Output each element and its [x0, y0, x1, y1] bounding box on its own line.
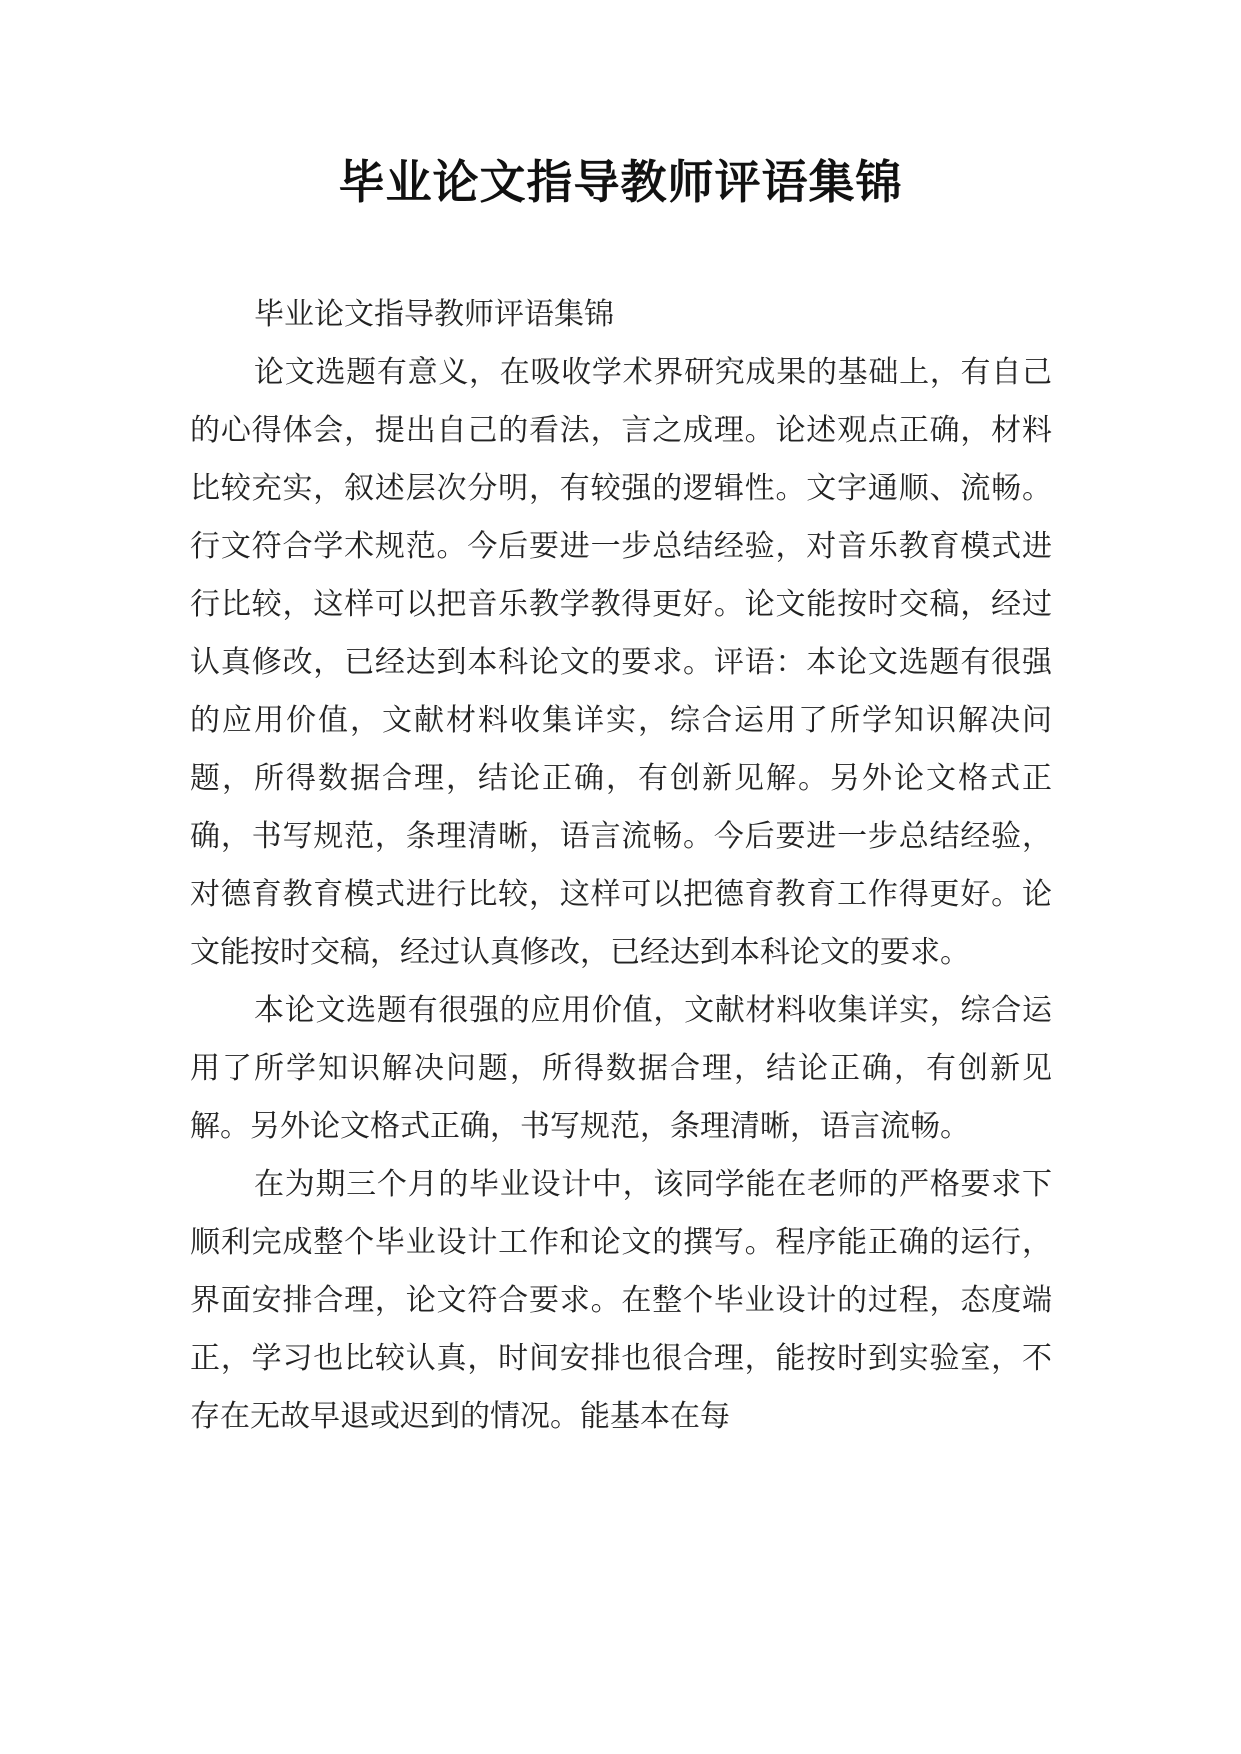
document-body: [190, 286, 1052, 1446]
paragraph-subtitle: 毕业论文指导教师评语集锦: [254, 297, 614, 332]
paragraph-comment-1: 论文选题有意义，在吸收学术界研究成果的基础上，有自己的心得体会，提出自己的看法，言之成理。论述观点正确，材料比较充实，叙述层次分明，有较强的逻辑性。文字通顺、流畅。行文符合学术规范。今后要进一步总结经验，对音乐教育模式进行比较，这样可以把音乐教学教得更好。论文能按时交稿，经过认真修改，已经达到本科论文的要求。评语：本论文选题有很强的应用价值，文献材料收集详实，综合运用了所学知识解决问题，所得数据合理，结论正确，有创新见解。另外论文格式正确，书写规范，条理清晰，语言流畅。今后要进一步总结经验，对德育教育模式进行比较，这样可以把德育教育工作得更好。论文能按时交稿，经过认真修改，已经达到本科论文的要求。: [190, 355, 1052, 970]
document-title: 毕业论文指导教师评语集锦: [338, 155, 903, 209]
paragraph-comment-3: 在为期三个月的毕业设计中，该同学能在老师的严格要求下顺利完成整个毕业设计工作和论文的撰写。程序能正确的运行，界面安排合理，论文符合要求。在整个毕业设计的过程，态度端正，学习也比较认真，时间安排也很合理，能按时到实验室，不存在无故早退或迟到的情况。能基本在每: [190, 1167, 1052, 1434]
paragraph-comment-2: 本论文选题有很强的应用价值，文献材料收集详实，综合运用了所学知识解决问题，所得数据合理，结论正确，有创新见解。另外论文格式正确，书写规范，条理清晰，语言流畅。: [190, 993, 1052, 1144]
